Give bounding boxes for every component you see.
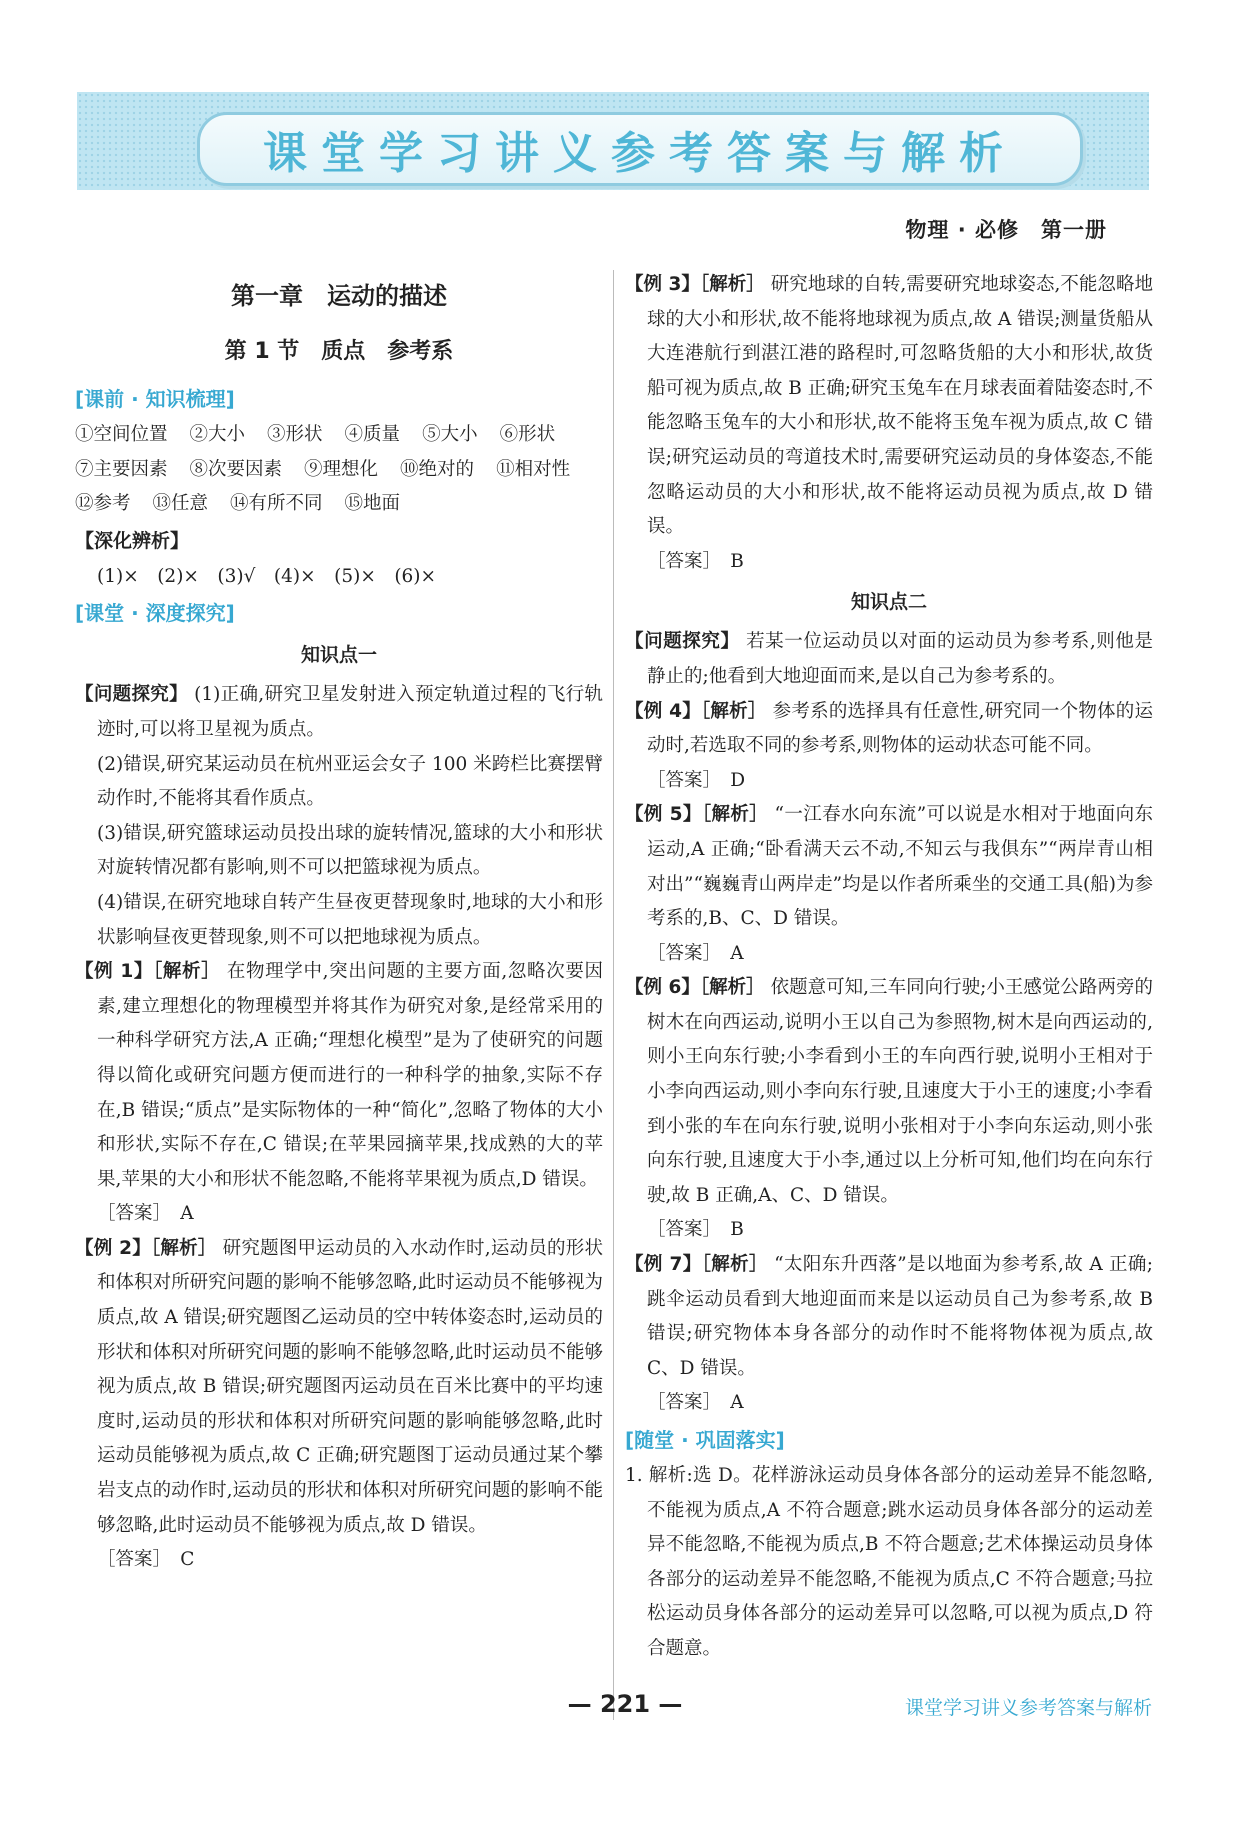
example-text: “一江春水向东流”可以说是水相对于地面向东运动,A 正确;“卧看满天云不动,不知云与我俱东”“两岸青山相对出”“巍巍青山两岸走”均是以作者所乘坐的交通工具(船)为参考系的,B、C、D 错误。 bbox=[647, 804, 1153, 930]
example-answer: ［答案］ A bbox=[647, 942, 744, 964]
footer-title: 课堂学习讲义参考答案与解析 bbox=[904, 1697, 1152, 1719]
page-number: — 221 — bbox=[567, 1690, 683, 1718]
knowledge-item: ④质量 bbox=[344, 424, 401, 445]
question-text: (4)错误,在研究地球自转产生昼夜更替现象时,地球的大小和形状影响昼夜更替现象,则不可以把地球视为质点。 bbox=[97, 891, 603, 948]
heading-in-class: [课堂 · 深度探究] bbox=[75, 601, 235, 626]
header-banner bbox=[77, 92, 1149, 190]
banner-title: 课堂学习讲义参考答案与解析 bbox=[263, 128, 1017, 179]
example-6 bbox=[625, 971, 1153, 1213]
judgement-answers: (1)× (2)× (3)√ (4)× (5)× (6)× bbox=[97, 565, 437, 587]
question-text: 若某一位运动员以对面的运动员为参考系,则他是静止的;他看到大地迎面而来,是以自己为参考系的。 bbox=[647, 631, 1153, 687]
chapter-title: 第一章 运动的描述 bbox=[231, 281, 447, 310]
question-explore-1 bbox=[75, 678, 603, 747]
right-column bbox=[625, 268, 1153, 1667]
example-tag: 【例 2】［解析］ bbox=[75, 1237, 217, 1259]
question-explore-2 bbox=[625, 625, 1153, 694]
question-tag: 【问题探究】 bbox=[75, 684, 188, 706]
example-tag: 【例 6】［解析］ bbox=[625, 977, 765, 999]
section-title: 第 1 节 质点 参考系 bbox=[224, 339, 454, 364]
heading-after-class: [随堂 · 巩固落实] bbox=[625, 1428, 785, 1452]
review-answer-1 bbox=[625, 1459, 1153, 1667]
knowledge-list bbox=[75, 418, 603, 522]
example-answer: ［答案］ B bbox=[647, 550, 744, 572]
example-text: 在物理学中,突出问题的主要方面,忽略次要因素,建立理想化的物理模型并将其作为研究对象,是经常采用的一种科学研究方法,A 正确;“理想化模型”是为了使研究的问题得以简化或研究问题方便而进行的一种科学的抽象,实际不存在,B 错误;“质点”是实际物体的一种“简化”,忽略了物体的大小和形状,实际不存在,C 错误;在苹果园摘苹果,找成熟的大的苹果,苹果的大小和形状不能忽略,不能将苹果视为质点,D 错误。 bbox=[97, 961, 603, 1190]
knowledge-item: ⑪相对性 bbox=[496, 458, 571, 480]
example-answer: ［答案］ A bbox=[647, 1392, 744, 1414]
heading-pre-class: [课前 · 知识梳理] bbox=[75, 387, 235, 411]
left-column bbox=[75, 268, 603, 1578]
subject-label: 物理 · 必修 第一册 bbox=[905, 218, 1107, 242]
heading-deep-analysis: 【深化辨析】 bbox=[75, 529, 190, 552]
question-tag: 【问题探究】 bbox=[625, 631, 740, 653]
knowledge-item: ③形状 bbox=[267, 424, 323, 445]
example-3 bbox=[625, 268, 1153, 545]
example-answer: ［答案］ D bbox=[647, 769, 746, 791]
example-text: 研究题图甲运动员的入水动作时,运动员的形状和体积对所研究问题的影响不能够忽略,此时运动员不能够视为质点,故 A 错误;研究题图乙运动员的空中转体姿态时,运动员的形状和体积对所研究问题的影响不能够忽略,此时运动员不能够视为质点,故 B 错误;研究题图丙运动员在百米比赛中的平均速度时,运动员的形状和体积对所研究问题的影响能够忽略,此时运动员能够视为质点,故 C 正确;研究题图丁运动员通过某个攀岩支点的动作时,运动员的形状和体积对所研究问题的影响不能够忽略,此时运动员不能够视为质点,故 D 错误。 bbox=[97, 1237, 603, 1536]
knowledge-item: ⑭有所不同 bbox=[230, 493, 323, 515]
knowledge-point-1: 知识点一 bbox=[300, 644, 377, 667]
question-text: (3)错误,研究篮球运动员投出球的旋转情况,篮球的大小和形状对旋转情况都有影响,则不可以把篮球视为质点。 bbox=[97, 822, 603, 879]
example-tag: 【例 1】［解析］ bbox=[75, 961, 221, 983]
example-answer: ［答案］ B bbox=[647, 1219, 744, 1241]
example-text: “太阳东升西落”是以地面为参考系,故 A 正确;跳伞运动员看到大地迎面而来是以运动员自己为参考系,故 B 错误;研究物体本身各部分的动作时不能将物体视为质点,故 C、D 错误。 bbox=[647, 1254, 1153, 1379]
question-text: (1)正确,研究卫星发射进入预定轨道过程的飞行轨迹时,可以将卫星视为质点。 bbox=[97, 684, 603, 740]
knowledge-item: ⑮地面 bbox=[344, 493, 401, 515]
example-answer: ［答案］ A bbox=[97, 1203, 194, 1225]
question-text: (2)错误,研究某运动员在杭州亚运会女子 100 米跨栏比赛摆臂动作时,不能将其看作质点。 bbox=[97, 753, 603, 810]
example-answer: ［答案］ C bbox=[97, 1549, 195, 1571]
review-text: 1. 解析:选 D。花样游泳运动员身体各部分的运动差异不能忽略,不能视为质点,A 不符合题意;跳水运动员身体各部分的运动差异不能忽略,不能视为质点,B 不符合题意;艺术体操运动员身体各部分的运动差异不能忽略,不能视为质点,C 不符合题意;马拉松运动员身体各部分的运动差异可以忽略,可以视为质点,D 符合题意。 bbox=[625, 1465, 1153, 1659]
knowledge-item: ⑥形状 bbox=[499, 424, 556, 445]
example-2 bbox=[75, 1232, 603, 1543]
example-tag: 【例 4】［解析］ bbox=[625, 700, 767, 722]
example-7 bbox=[625, 1248, 1153, 1386]
knowledge-item: ⑬任意 bbox=[152, 493, 209, 515]
knowledge-point-2: 知识点二 bbox=[850, 591, 927, 614]
knowledge-item: ⑫参考 bbox=[75, 493, 131, 515]
example-4 bbox=[625, 695, 1153, 764]
example-tag: 【例 5】［解析］ bbox=[625, 804, 769, 826]
knowledge-item: ①空间位置 bbox=[75, 424, 168, 445]
knowledge-item: ⑦主要因素 bbox=[75, 458, 168, 480]
knowledge-item: ⑩绝对的 bbox=[400, 458, 475, 480]
example-tag: 【例 3】［解析］ bbox=[625, 274, 765, 295]
example-text: 依题意可知,三车同向行驶;小王感觉公路两旁的树木在向西运动,说明小王以自己为参照物,树木是向西运动的,则小王向东行驶;小李看到小王的车向西行驶,说明小王相对于小李向西运动,则小李向东行驶,且速度大于小王的速度;小李看到小张的车在向东行驶,说明小张相对于小李向东运动,则小张向东行驶,且速度大于小李,通过以上分析可知,他们均在向东行驶,故 B 正确,A、C、D 错误。 bbox=[647, 977, 1153, 1206]
example-1 bbox=[75, 955, 603, 1197]
banner-plate bbox=[197, 112, 1083, 186]
knowledge-item: ⑨理想化 bbox=[304, 458, 379, 480]
column-divider bbox=[613, 270, 614, 1720]
knowledge-item: ②大小 bbox=[189, 424, 246, 445]
example-text: 参考系的选择具有任意性,研究同一个物体的运动时,若选取不同的参考系,则物体的运动状态可能不同。 bbox=[647, 700, 1153, 757]
example-tag: 【例 7】［解析］ bbox=[625, 1254, 768, 1276]
knowledge-item: ⑤大小 bbox=[422, 424, 478, 445]
example-text: 研究地球的自转,需要研究地球姿态,不能忽略地球的大小和形状,故不能将地球视为质点,故 A 错误;测量货船从大连港航行到湛江港的路程时,可忽略货船的大小和形状,故货船可视为质点,故 B 正确;研究玉兔车在月球表面着陆姿态时,不能忽略玉兔车的大小和形状,故不能将玉兔车视为质点,故 C 错误;研究运动员的弯道技术时,需要研究运动员的身体姿态,不能忽略运动员的大小和形状,故不能将运动员视为质点,故 D 错误。 bbox=[647, 274, 1153, 538]
knowledge-item: ⑧次要因素 bbox=[189, 458, 283, 480]
example-5 bbox=[625, 798, 1153, 936]
